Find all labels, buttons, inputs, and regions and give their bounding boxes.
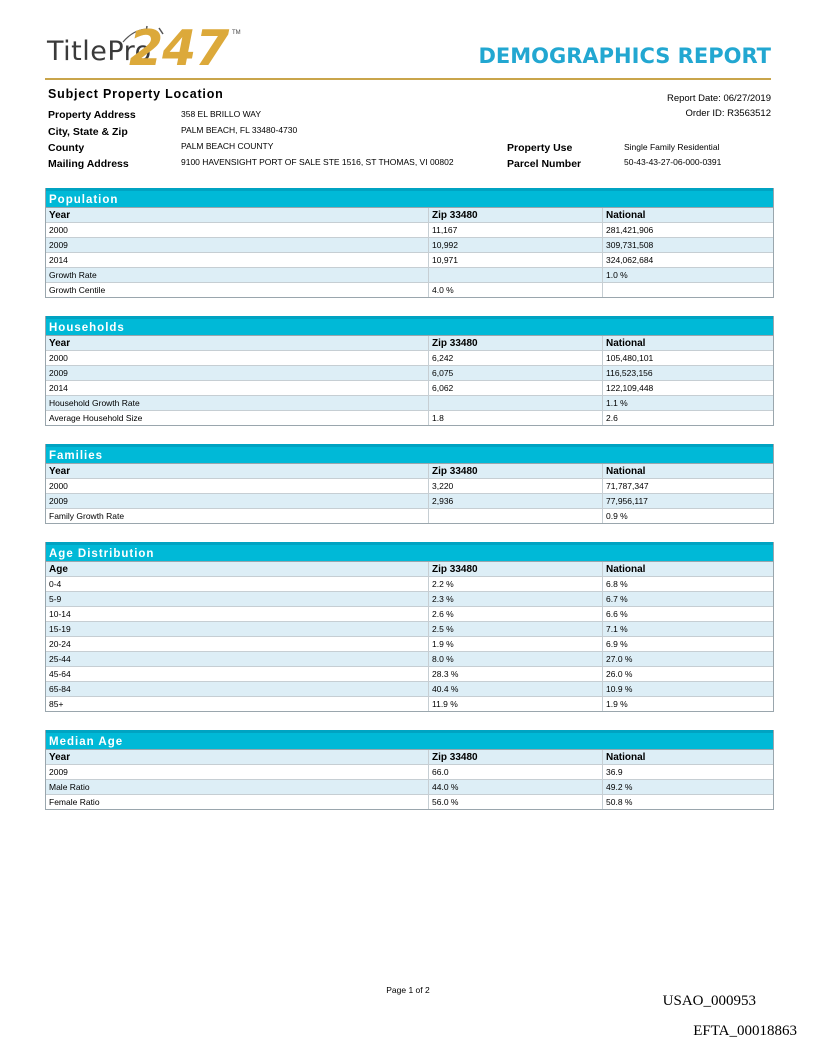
table-cell: 10,971 [429, 253, 603, 267]
header-divider [45, 78, 771, 80]
table-row [46, 222, 773, 237]
table-cell: 2014 [46, 253, 429, 267]
table-row [46, 395, 773, 410]
table-row [46, 380, 773, 395]
table-row [46, 576, 773, 591]
table-cell: 2000 [46, 223, 429, 237]
table-cell: 122,109,448 [606, 383, 654, 393]
table-row [46, 508, 773, 523]
column-header: Year [46, 336, 429, 350]
logo-trademark: TM [232, 30, 241, 36]
table-header-row [46, 207, 773, 222]
column-header: Zip 33480 [429, 750, 603, 764]
column-header: Zip 33480 [429, 562, 603, 576]
age-distribution-title: Age Distribution [46, 542, 773, 561]
table-cell: 2,936 [429, 494, 603, 508]
table-header-row [46, 561, 773, 576]
families-table [45, 444, 774, 524]
table-row [46, 252, 773, 267]
parcel-number-value: 50-43-43-27-06-000-0391 [624, 157, 722, 167]
table-row [46, 591, 773, 606]
county-value: PALM BEACH COUNTY [181, 141, 274, 151]
column-header: National [606, 210, 646, 221]
table-cell: 2.5 % [429, 622, 603, 636]
table-cell: 309,731,508 [606, 240, 654, 250]
table-cell: 56.0 % [429, 795, 603, 809]
bates-stamp-efta: EFTA_00018863 [693, 1023, 797, 1039]
city-label: City, State & Zip [48, 126, 128, 138]
order-id: Order ID: R3563512 [685, 108, 771, 119]
table-cell: 6,242 [429, 351, 603, 365]
table-cell: 65-84 [46, 682, 429, 696]
report-date: Report Date: 06/27/2019 [666, 93, 771, 104]
logo-number: 247 [129, 20, 229, 77]
table-cell: 15-19 [46, 622, 429, 636]
table-cell: 2.3 % [429, 592, 603, 606]
parcel-number-label: Parcel Number [507, 158, 582, 170]
table-cell: Family Growth Rate [46, 509, 429, 523]
table-cell: 2000 [46, 479, 429, 493]
table-cell: 77,956,117 [606, 496, 648, 506]
table-cell: 6.7 % [606, 594, 628, 604]
table-cell: 1.9 % [429, 637, 603, 651]
table-cell: 28.3 % [429, 667, 603, 681]
table-cell: 44.0 % [429, 780, 603, 794]
table-cell: 49.2 % [606, 782, 633, 792]
subject-section-title: Subject Property Location [48, 87, 224, 101]
table-cell: 8.0 % [429, 652, 603, 666]
table-cell: Growth Rate [46, 268, 429, 282]
column-header: Zip 33480 [429, 336, 603, 350]
column-header: National [606, 466, 646, 477]
table-row [46, 365, 773, 380]
table-cell: 36.9 [606, 767, 623, 777]
county-label: County [48, 142, 85, 154]
table-cell: 6,075 [429, 366, 603, 380]
table-cell: 2.6 [606, 413, 618, 423]
table-cell: 26.0 % [606, 669, 633, 679]
households-title: Households [46, 316, 773, 335]
table-row [46, 350, 773, 365]
table-cell: 6,062 [429, 381, 603, 395]
table-cell: 2000 [46, 351, 429, 365]
table-row [46, 696, 773, 711]
table-row [46, 282, 773, 297]
households-table [45, 316, 774, 426]
column-header: Year [46, 208, 429, 222]
table-cell: 10.9 % [606, 684, 633, 694]
property-use-label: Property Use [507, 142, 573, 154]
table-cell [429, 509, 603, 523]
table-cell: 0.9 % [606, 511, 628, 521]
table-row [46, 764, 773, 779]
table-row [46, 779, 773, 794]
logo-text: TitlePro [47, 36, 152, 67]
table-cell: 1.0 % [606, 270, 628, 280]
table-cell: 2.6 % [429, 607, 603, 621]
median-age-table [45, 730, 774, 810]
table-row [46, 493, 773, 508]
families-title: Families [46, 444, 773, 463]
table-cell: 324,062,684 [606, 255, 654, 265]
age-distribution-table [45, 542, 774, 712]
table-row [46, 237, 773, 252]
property-use-value: Single Family Residential [624, 142, 720, 152]
mailing-address-value: 9100 HAVENSIGHT PORT OF SALE STE 1516, ST THOMAS, VI 00802 [181, 157, 454, 167]
column-header: National [606, 338, 646, 349]
population-title: Population [46, 188, 773, 207]
table-cell: 45-64 [46, 667, 429, 681]
column-header: Age [46, 562, 429, 576]
table-cell: Female Ratio [46, 795, 429, 809]
table-cell: 85+ [46, 697, 429, 711]
table-cell: 0-4 [46, 577, 429, 591]
table-cell: 1.1 % [606, 398, 628, 408]
table-cell: 25-44 [46, 652, 429, 666]
table-cell: Male Ratio [46, 780, 429, 794]
table-cell: 6.9 % [606, 639, 628, 649]
table-row [46, 410, 773, 425]
bates-stamp-usao: USAO_000953 [662, 993, 756, 1009]
table-cell: 2009 [46, 494, 429, 508]
table-row [46, 651, 773, 666]
table-cell: 4.0 % [429, 283, 603, 297]
table-cell: 10-14 [46, 607, 429, 621]
column-header: Zip 33480 [429, 208, 603, 222]
table-cell: 40.4 % [429, 682, 603, 696]
column-header: Year [46, 464, 429, 478]
property-address-value: 358 EL BRILLO WAY [181, 109, 261, 119]
table-row [46, 621, 773, 636]
table-cell: 5-9 [46, 592, 429, 606]
table-cell: 20-24 [46, 637, 429, 651]
table-row [46, 478, 773, 493]
table-cell [429, 268, 603, 282]
table-cell: 116,523,156 [606, 368, 653, 378]
table-cell: 1.8 [429, 411, 603, 425]
table-cell: 71,787,347 [606, 481, 649, 491]
table-cell: 2014 [46, 381, 429, 395]
table-cell: 2009 [46, 765, 429, 779]
table-cell: 6.6 % [606, 609, 628, 619]
median-age-title: Median Age [46, 730, 773, 749]
city-value: PALM BEACH, FL 33480-4730 [181, 125, 298, 135]
report-title: DEMOGRAPHICS REPORT [478, 44, 771, 68]
table-header-row [46, 335, 773, 350]
table-row [46, 681, 773, 696]
table-cell: 66.0 [429, 765, 603, 779]
table-cell: 3,220 [429, 479, 603, 493]
table-row [46, 794, 773, 809]
table-row [46, 606, 773, 621]
table-row [46, 267, 773, 282]
table-cell: 281,421,906 [606, 225, 654, 235]
table-cell [429, 396, 603, 410]
table-row [46, 666, 773, 681]
table-cell: 2009 [46, 238, 429, 252]
table-cell: 10,992 [429, 238, 603, 252]
table-cell: Household Growth Rate [46, 396, 429, 410]
column-header: National [606, 564, 646, 575]
table-header-row [46, 749, 773, 764]
table-header-row [46, 463, 773, 478]
population-table [45, 188, 774, 298]
table-cell [603, 283, 773, 297]
table-cell: 105,480,101 [606, 353, 654, 363]
column-header: National [606, 752, 646, 763]
table-cell: 1.9 % [606, 699, 628, 709]
table-cell: 7.1 % [606, 624, 628, 634]
table-cell: 11.9 % [429, 697, 603, 711]
property-address-label: Property Address [48, 109, 136, 121]
titlepro-logo [47, 20, 247, 77]
mailing-address-label: Mailing Address [48, 158, 129, 170]
page-number: Page 1 of 2 [386, 985, 430, 995]
table-cell: Growth Centile [46, 283, 429, 297]
column-header: Year [46, 750, 429, 764]
table-cell: 50.8 % [606, 797, 633, 807]
table-row [46, 636, 773, 651]
table-cell: 11,167 [429, 223, 603, 237]
table-cell: 2.2 % [429, 577, 603, 591]
table-cell: 27.0 % [606, 654, 633, 664]
table-cell: 2009 [46, 366, 429, 380]
table-cell: Average Household Size [46, 411, 429, 425]
table-cell: 6.8 % [606, 579, 628, 589]
column-header: Zip 33480 [429, 464, 603, 478]
